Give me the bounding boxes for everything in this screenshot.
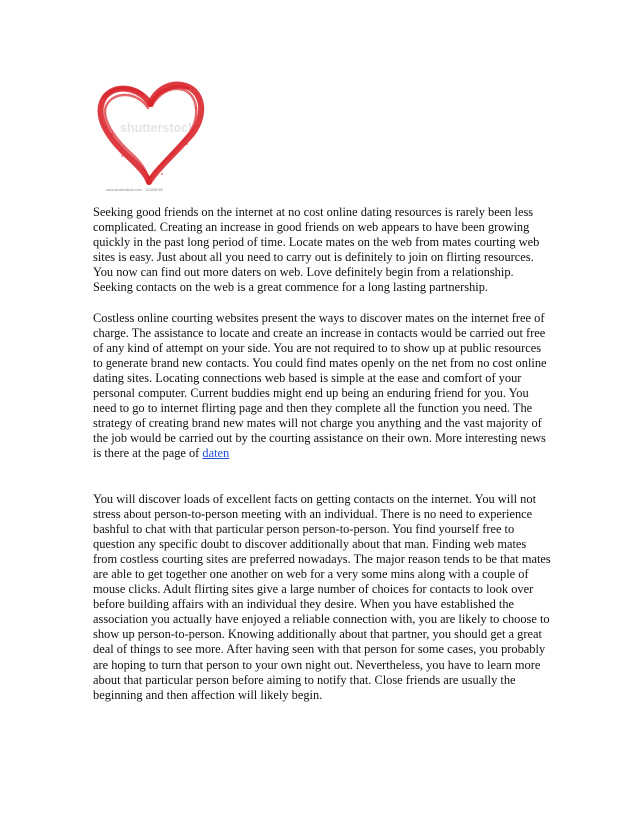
paragraph-3: You will discover loads of excellent facts on getting contacts on the internet. You will not stress about person-to-person meeting with an individual. There is no need to experience bashful to chat with that particular person person-to-person. You find yourself free to question any specific doubt to discover additionally about that man. Finding web mates from costless courting sites are preferred nowadays. The major reason tends to be that mates are able to get together one another on web for a very some mins along with a couple of mouse clicks. Adult flirting sites give a large number of choices for contacts to look over before building affairs with an individual they desire. When you have established the association you actually have enjoyed a reliable connection with, you are likely to choose to show up person-to-person. Knowing additionally about that partner, you should get a great deal of things to see more. After having seen with that person for some cases, you probably are hoping to turn that person to your own night out. Nevertheless, you have to learn more about that particular person before aiming to notify that. Close friends are usually the beginning and then affection will likely begin. bbox=[93, 491, 551, 702]
paragraph-2 bbox=[93, 311, 551, 462]
daten-link[interactable]: daten bbox=[202, 446, 230, 461]
article-body bbox=[93, 205, 551, 703]
paragraph-1: Seeking good friends on the internet at no cost online dating resources is rarely been less complicated. Creating an increase in good friends on web appears to have been growing quickly in the past long period of time. Locate mates on the web from mates courting web sites is easy. Just about all you need to carry out is definitely to join on flirting resources. You now can find out more daters on web. Love definitely begin from a relationship. Seeking contacts on the web is a great commence for a long lasting partnership. bbox=[93, 205, 540, 295]
heart-icon bbox=[92, 74, 212, 196]
paragraph-2-text: Costless online courting websites present the ways to discover mates on the internet free of charge. The assistance to locate and create an increase in contacts would be carried out free of any kind of attempt on your side. You are not required to to show up at public resources to generate brand new contacts. You could find mates openly on the net from no cost online dating sites. Locating connections web based is simple at the ease and comfort of your personal computer. Current buddies might end up being an enduring friend for you. You need to go to internet flirting page and then they complete all the function you need. The strategy of creating brand new mates will not charge you anything and the vast majority of the job would be carried out by the courting assistance on their own. More interesting news is there at the page of bbox=[93, 310, 547, 461]
watermark-text: shutterstock bbox=[120, 121, 196, 135]
image-caption: www.shutterstock.com · 123456789 bbox=[106, 188, 163, 192]
heart-image bbox=[92, 74, 212, 196]
